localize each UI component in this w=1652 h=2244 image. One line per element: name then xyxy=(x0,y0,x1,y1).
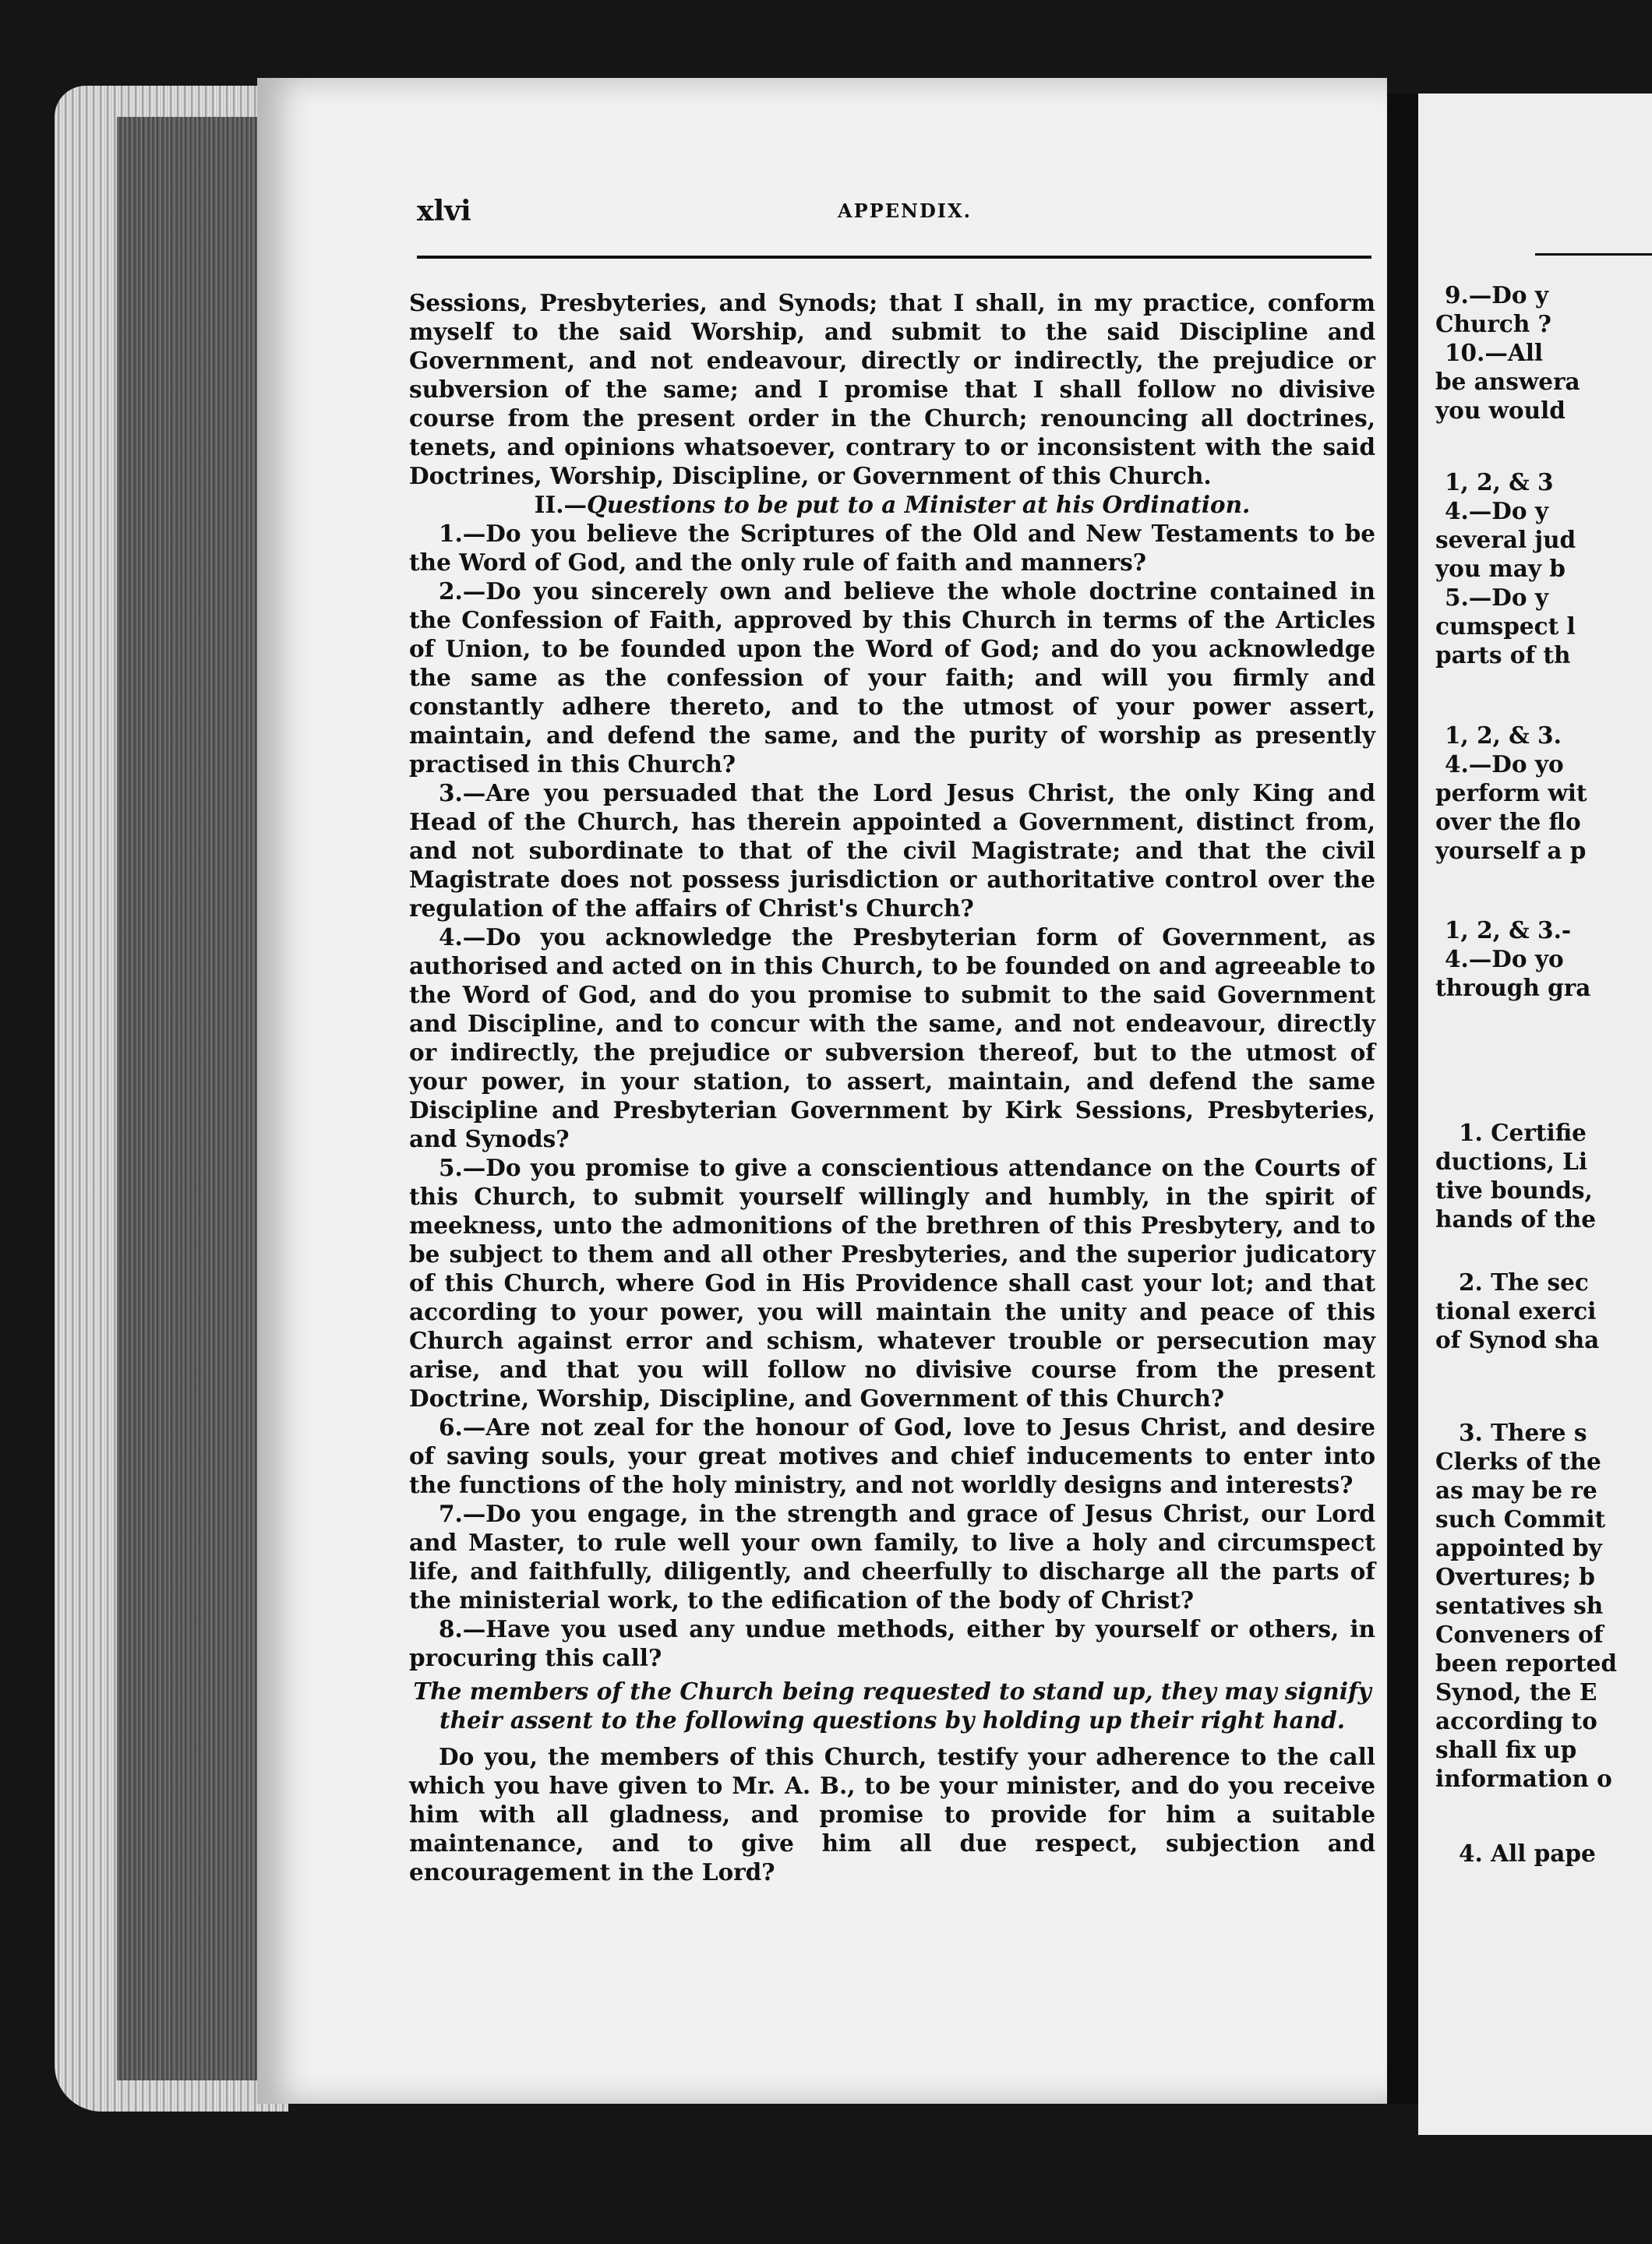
book-gutter xyxy=(1387,94,1418,2104)
opening-paragraph: Sessions, Presbyteries, and Synods; that I shall, in my practice, conform myself to the said Worship, and submit to the said Discipline and Government, and not endeavour, directly or indirectly, the prejudice or subversion of the same; and I promise that I shall follow no divisive course from the present order in the Church; renouncing all doctrines, tenets, and opinions whatsoever, contrary to or inconsistent with the said Doctrines, Worship, Discipline, or Government of this Church. xyxy=(409,289,1375,489)
facing-line: ductions, Li xyxy=(1435,1148,1588,1175)
facing-line: 10.—All xyxy=(1445,339,1544,366)
question-5: 5.—Do you promise to give a conscientious attendance on the Courts of this Church, to submit yourself willingly and humbly, in the spirit of meekness, unto the admonitions of the brethren of this Presbytery, and to be subject to them and all other Presbyteries, and the superior judicatory of this Church, where God in His Providence shall cast your lot; and that according to your power, you will maintain the unity and peace of this Church against error and schism, whatever trouble or persecution may arise, and that you will follow no divisive course from the present Doctrine, Worship, Discipline, and Government of this Church? xyxy=(409,1154,1375,1412)
facing-line: been reported xyxy=(1435,1649,1618,1677)
facing-line: you may b xyxy=(1435,555,1566,582)
facing-line: 1. Certifie xyxy=(1459,1119,1587,1146)
facing-line: perform wit xyxy=(1435,779,1587,806)
facing-line: 3. There s xyxy=(1459,1419,1587,1446)
facing-line: 4. All pape xyxy=(1459,1840,1596,1867)
facing-line: Conveners of xyxy=(1435,1621,1604,1648)
facing-line: according to xyxy=(1435,1707,1597,1734)
facing-line: Clerks of the xyxy=(1435,1448,1601,1475)
question-4: 4.—Do you acknowledge the Presbyterian form of Government, as authorised and acted on in this Church, to be founded on and agreeable to the Word of God, and do you promise to submit to the said Government and Discipline, and to concur with the same, and not endeavour, directly or indirectly, the prejudice or subversion thereof, but to the utmost of your power, in your station, to assert, maintain, and defend the same Discipline and Presbyterian Government by Kirk Sessions, Presbyteries, and Synods? xyxy=(409,923,1375,1152)
facing-line: 4.—Do yo xyxy=(1445,750,1564,778)
facing-page-rule xyxy=(1535,253,1652,256)
facing-line: 1, 2, & 3.- xyxy=(1445,916,1572,944)
question-3: 3.—Are you persuaded that the Lord Jesus Christ, the only King and Head of the Church, has therein appointed a Government, distinct from, and not subordinate to that of the civil Magistrate; and that the civil Magistrate does not possess jurisdiction or authoritative control over the regulation of the affairs of Christ's Church? xyxy=(409,779,1375,922)
facing-line: shall fix up xyxy=(1435,1736,1577,1763)
section-number: II.— xyxy=(534,491,588,518)
facing-line: sentatives sh xyxy=(1435,1592,1604,1619)
facing-line: of Synod sha xyxy=(1435,1326,1600,1353)
facing-line: 1, 2, & 3. xyxy=(1445,722,1562,749)
section-heading xyxy=(409,490,1375,519)
page-number: xlvi xyxy=(417,195,471,228)
congregation-note: The members of the Church being requested to stand up, they may signify their assent to the following questions by holding up their right hand. xyxy=(413,1678,1371,1734)
facing-line: such Commit xyxy=(1435,1505,1606,1533)
facing-line: hands of the xyxy=(1435,1205,1596,1233)
header-rule xyxy=(417,256,1371,259)
question-7: 7.—Do you engage, in the strength and grace of Jesus Christ, our Lord and Master, to rule well your own family, to live a holy and circumspect life, and faithfully, diligently, and cheerfully to discharge all the parts of the ministerial work, to the edification of the body of Christ? xyxy=(409,1500,1375,1614)
page-body xyxy=(409,288,1375,1886)
facing-line: tional exerci xyxy=(1435,1297,1597,1325)
facing-line: through gra xyxy=(1435,974,1591,1001)
book-binding-shadow xyxy=(117,117,257,2080)
facing-line: you would xyxy=(1435,397,1566,424)
facing-line: 1, 2, & 3 xyxy=(1445,468,1554,496)
facing-line: be answera xyxy=(1435,368,1580,395)
facing-line: 4.—Do yo xyxy=(1445,945,1564,972)
facing-line: Synod, the E xyxy=(1435,1678,1597,1706)
question-6: 6.—Are not zeal for the honour of God, love to Jesus Christ, and desire of saving souls, your great motives and chief inducements to enter into the functions of the holy ministry, and not worldly designs and interests? xyxy=(409,1413,1375,1498)
page-header xyxy=(417,195,1371,226)
facing-line: as may be re xyxy=(1435,1477,1597,1504)
facing-line: parts of th xyxy=(1435,641,1571,669)
question-1: 1.—Do you believe the Scriptures of the Old and New Testaments to be the Word of God, and the only rule of faith and manners? xyxy=(409,520,1375,576)
facing-line: 2. The sec xyxy=(1459,1268,1589,1296)
facing-line: Overtures; b xyxy=(1435,1563,1595,1590)
facing-line: 4.—Do y xyxy=(1445,497,1548,524)
facing-line: 5.—Do y xyxy=(1445,584,1548,611)
section-title: Questions to be put to a Minister at his Ordination. xyxy=(587,491,1251,518)
congregation-question: Do you, the members of this Church, testify your adherence to the call which you have given to Mr. A. B., to be your minister, and do you receive him with all gladness, and promise to provide for him a suitable maintenance, and to give him all due respect, subjection and encouragement in the Lord? xyxy=(409,1743,1375,1886)
facing-line: several jud xyxy=(1435,526,1576,553)
facing-line: cumspect l xyxy=(1435,612,1576,640)
facing-line: 9.—Do y xyxy=(1445,281,1548,309)
facing-line: appointed by xyxy=(1435,1534,1602,1561)
facing-line: yourself a p xyxy=(1435,837,1587,864)
question-2: 2.—Do you sincerely own and believe the whole doctrine contained in the Confession of Faith, approved by this Church in terms of the Articles of Union, to be founded upon the Word of God; and do you acknowledge the same as the confession of your faith; and will you firmly and constantly adhere thereto, and to the utmost of your power assert, maintain, and defend the same, and the purity of worship as presently practised in this Church? xyxy=(409,577,1375,778)
question-8: 8.—Have you used any undue methods, either by yourself or others, in procuring this call? xyxy=(409,1615,1375,1671)
running-head: APPENDIX. xyxy=(838,199,972,222)
facing-line: information o xyxy=(1435,1765,1612,1792)
facing-line: Church ? xyxy=(1435,310,1551,337)
facing-line: tive bounds, xyxy=(1435,1177,1593,1204)
facing-line: over the flo xyxy=(1435,808,1581,835)
